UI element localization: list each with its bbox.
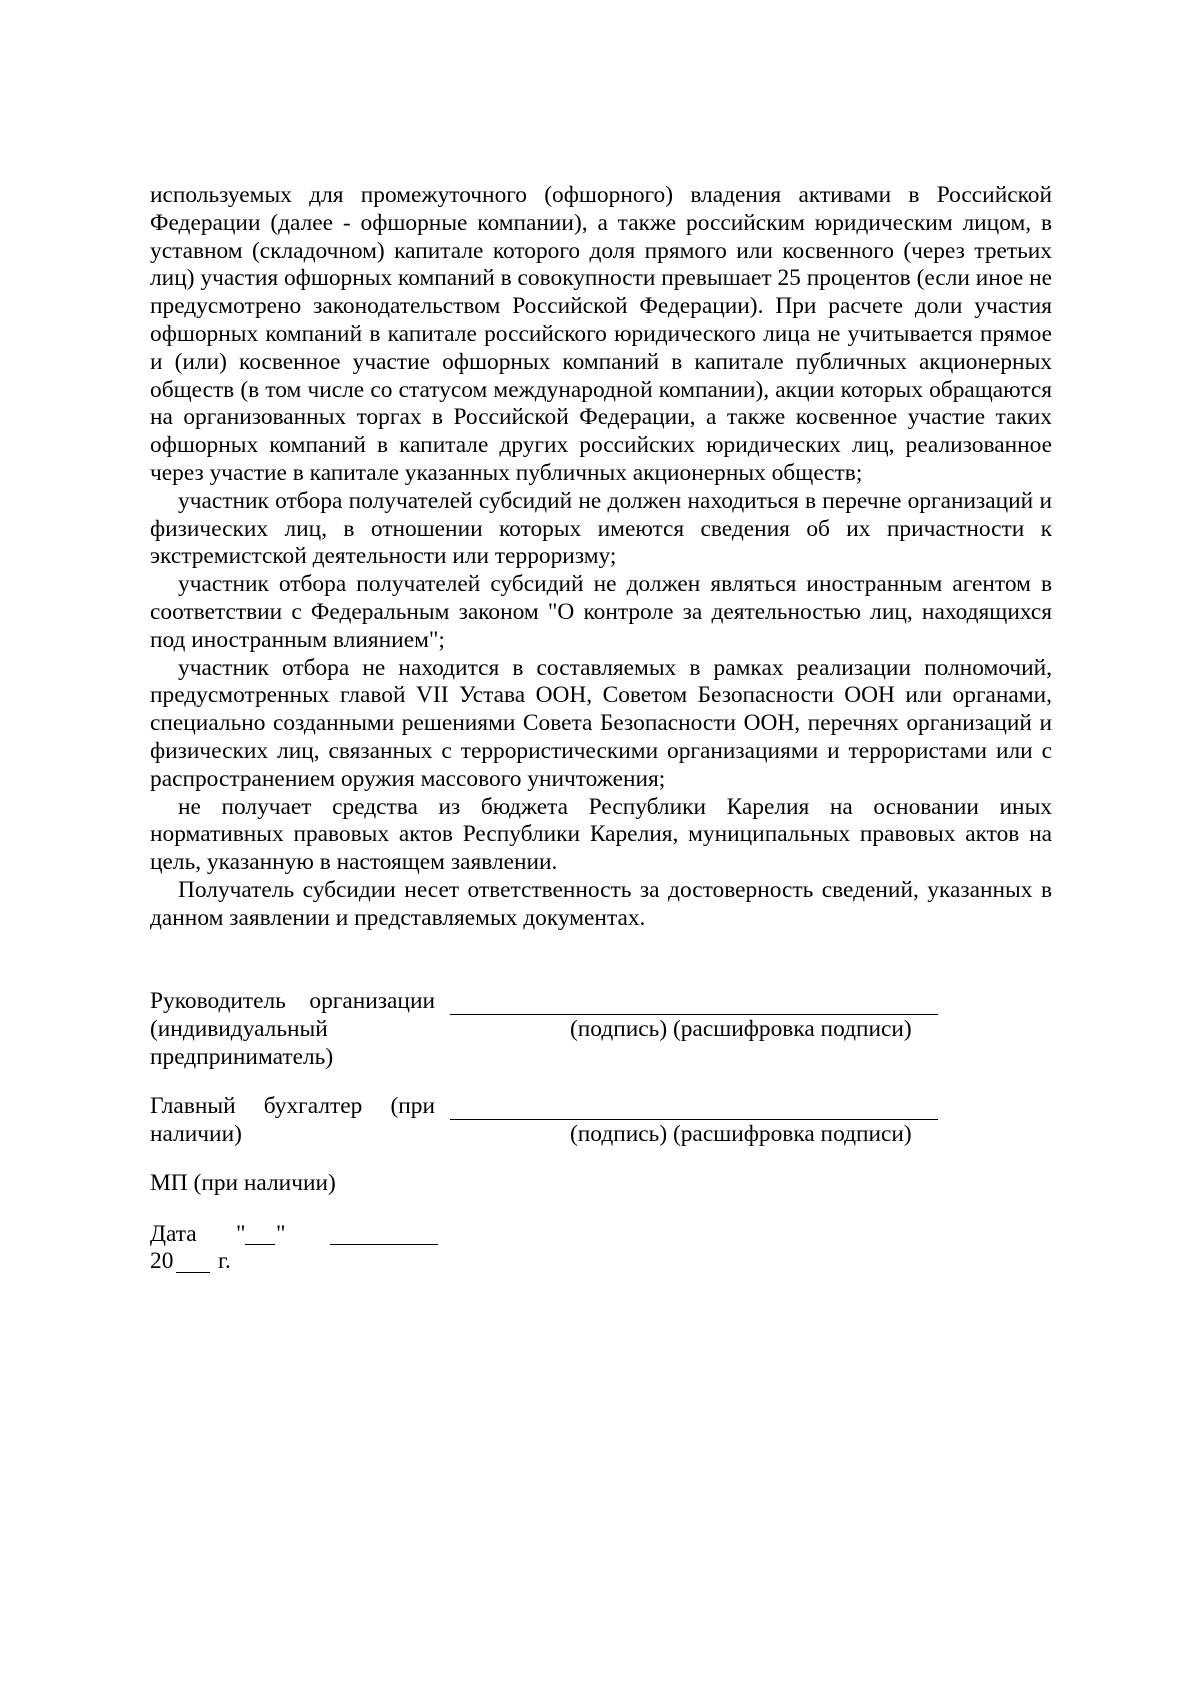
- head-signature-block: [150, 988, 1052, 1078]
- paragraph-budget-funds: не получает средства из бюджета Республики Карелия на основании иных нормативных правовых актов Республики Карелия, муниципальных правовых актов на цель, указанную в настоящем заявлении.: [150, 793, 1052, 876]
- date-block: [150, 1221, 470, 1281]
- accountant-signature-line: [450, 1119, 938, 1120]
- paragraph-responsibility: Получатель субсидии несет ответственность за достоверность сведений, указанных в данном заявлении и представляемых документах.: [150, 876, 1052, 931]
- date-year-suffix: г.: [218, 1248, 231, 1274]
- paragraph-extremism: участник отбора получателей субсидий не должен находиться в перечне организаций и физических лиц, в отношении которых имеются сведения об их причастности к экстремистской деятельности или терроризму;: [150, 487, 1052, 570]
- date-month-line: [330, 1244, 438, 1245]
- paragraph-foreign-agent: участник отбора получателей субсидий не должен являться иностранным агентом в соответствии с Федеральным законом "О контроле за деятельностью лиц, находящихся под иностранным влиянием";: [150, 571, 1052, 653]
- head-signature-caption: (подпись) (расшифровка подписи): [570, 1016, 912, 1042]
- paragraph-offshore-continuation: используемых для промежуточного (офшорного) владения активами в Российской Федерации (далее - офшорные компании), а также российским юридическим лицом, в уставном (складочном) капитале которого доля прямого или косвенного (через третьих лиц) участия офшорных компаний в совокупности превышает 25 процентов (если иное не предусмотрено законодательством Российской Федерации). При расчете доли участия офшорных компаний в капитале российского юридического лица не учитывается прямое и (или) косвенное участие офшорных компаний в капитале публичных акционерных обществ (в том числе со статусом международной компании), акции которых обращаются на организованных торгах в Российской Федерации, а также косвенное участие таких офшорных компаний в капитале других российских юридических лиц, реализованное через участие в капитале указанных публичных акционерных обществ;: [150, 182, 1052, 486]
- accountant-signature-caption: (подпись) (расшифровка подписи): [570, 1121, 912, 1147]
- accountant-signature-label: Главный бухгалтер (при наличии): [150, 1093, 435, 1147]
- accountant-signature-block: [150, 1093, 1052, 1153]
- stamp-placeholder: МП (при наличии): [150, 1170, 336, 1196]
- paragraph-un-sanctions: участник отбора не находится в составляемых в рамках реализации полномочий, предусмотренных главой VII Устава ООН, Советом Безопасности ООН или органами, специально созданными решениями Совета Безопасности ООН, перечнях организаций и физических лиц, связанных с террористическими организациями и террористами или с распространением оружия массового уничтожения;: [150, 654, 1052, 792]
- date-label: Дата: [150, 1221, 197, 1247]
- date-quote-open: ": [236, 1221, 246, 1247]
- date-year-line: [176, 1272, 210, 1273]
- date-day-line: [245, 1244, 275, 1245]
- date-year-prefix: 20: [150, 1248, 174, 1274]
- head-signature-label: Руководитель организации (индивидуальный предприниматель): [150, 988, 435, 1070]
- date-quote-close: ": [276, 1221, 286, 1247]
- head-signature-line: [450, 1014, 938, 1015]
- document-body: [150, 182, 1052, 933]
